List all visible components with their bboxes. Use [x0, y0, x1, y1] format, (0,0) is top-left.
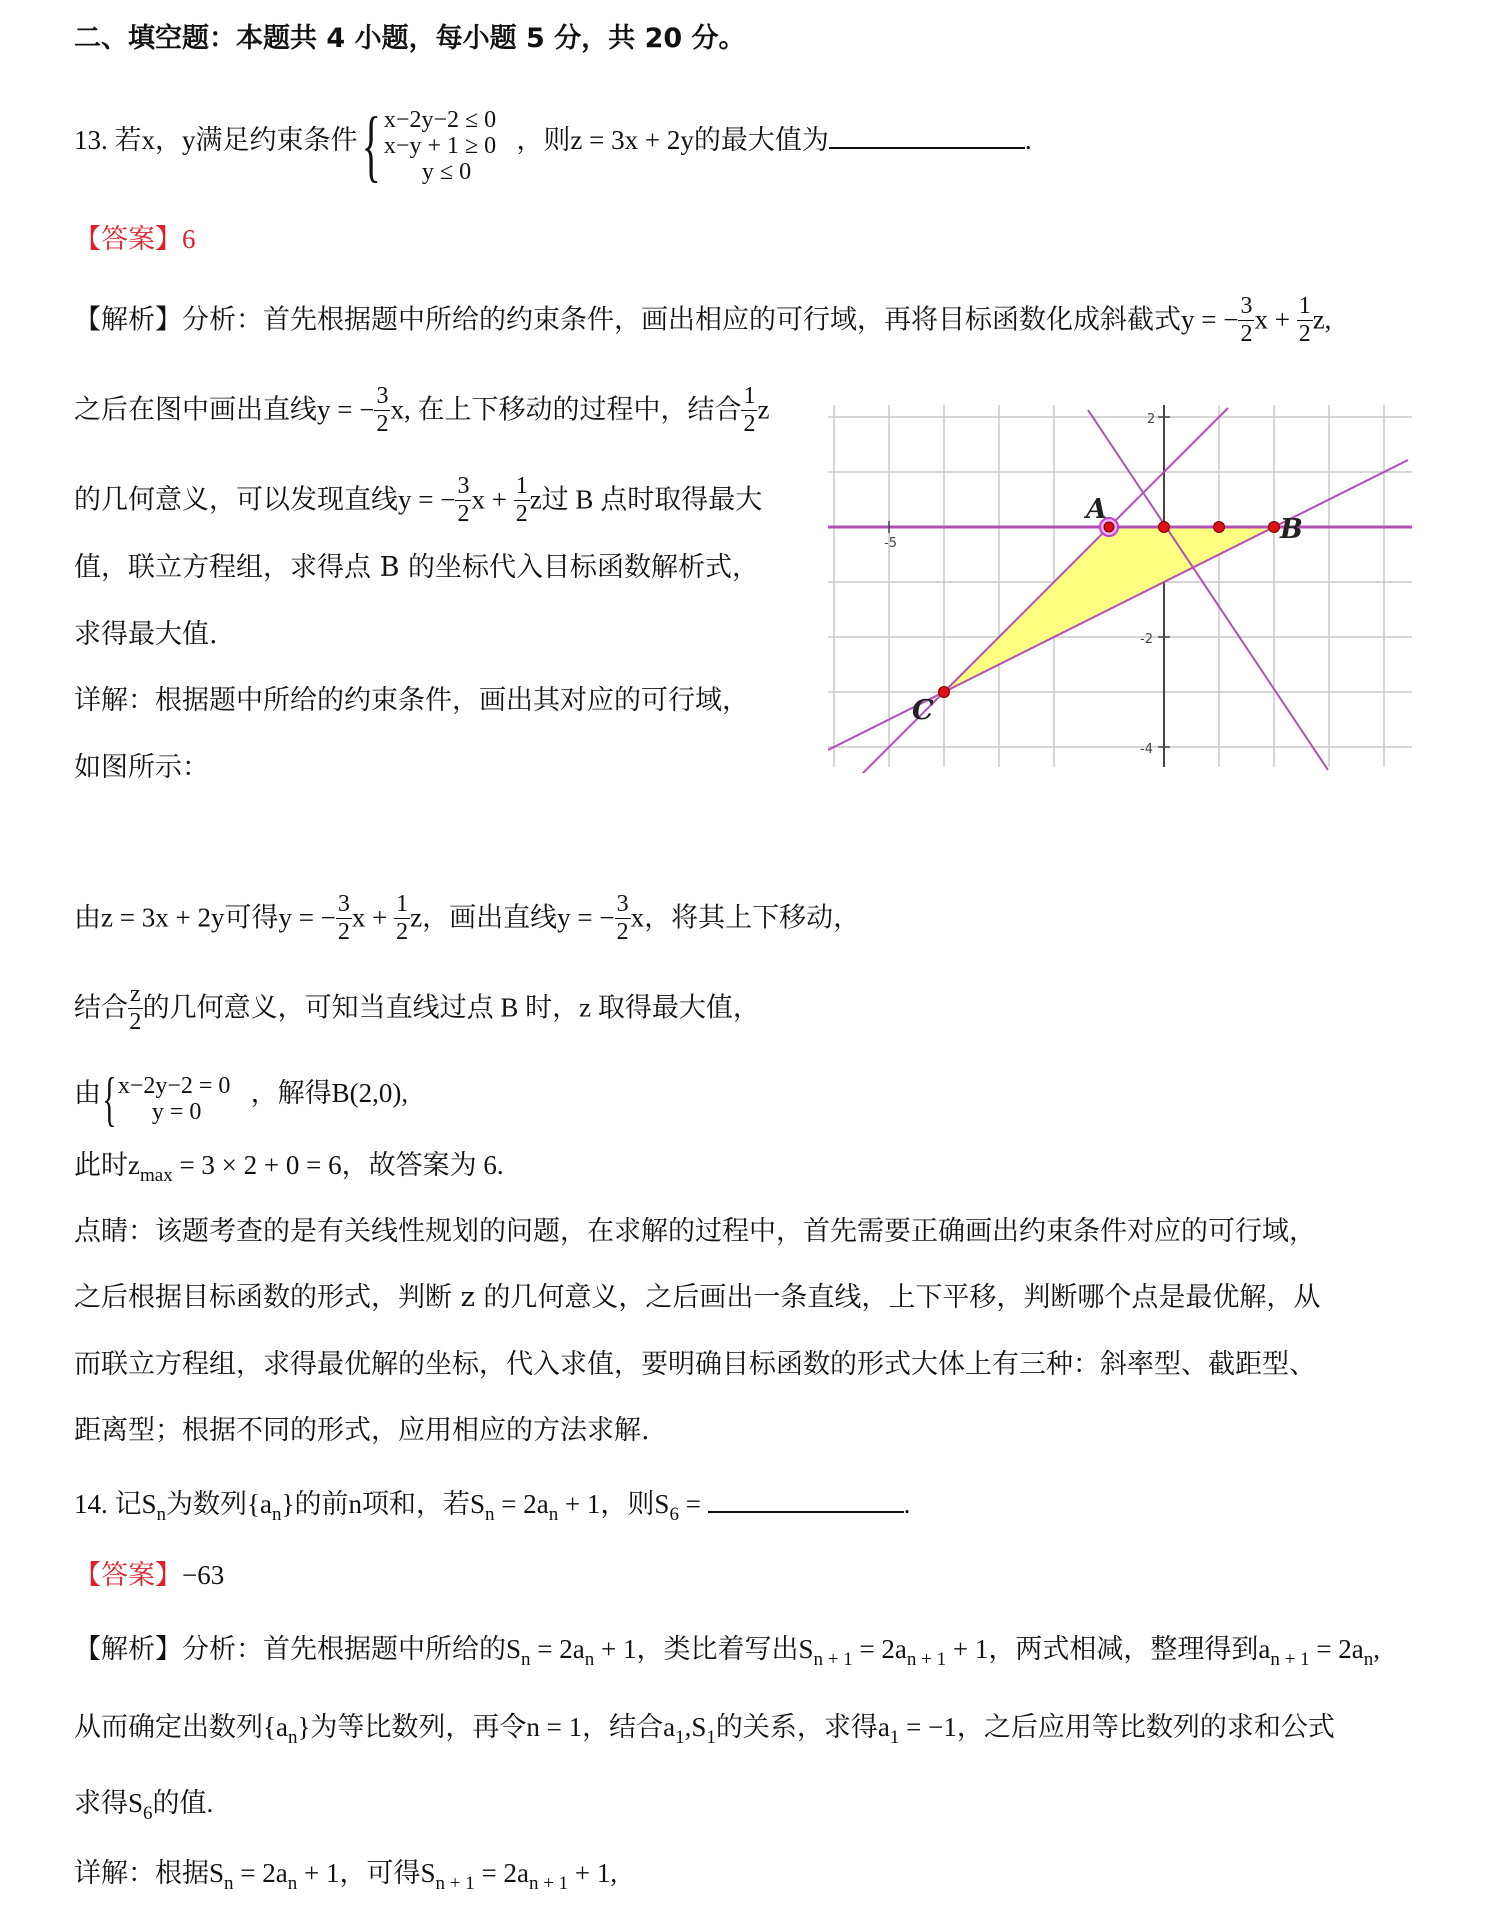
- q13-answer: [74, 222, 196, 257]
- point-c: [939, 687, 950, 698]
- q13-detail-line-4: 结合 $\frac{z}{2}$ 的几何意义，可知当直线过点 B 时，z 取得最大值，: [74, 981, 760, 1035]
- point-1-0: [1214, 522, 1225, 533]
- tick-label-neg5: -5: [884, 536, 897, 551]
- q13-detail-line-1: 详解：根据题中所给的约束条件，画出其对应的可行域，: [74, 685, 749, 716]
- q14-statement: 14. 记$S_n$为数列$\{a_n\}$的前n项和，若$S_n = 2a_n + 1$，则$S_6$ = .: [74, 1489, 911, 1525]
- q13-statement: 13. 若x，y满足约束条件{ x−2y−2 ≤ 0 x−y + 1 ≥ 0 y ≤ 0 ，则z = 3x + 2y的最大值为 .: [74, 95, 1032, 185]
- constraint-3: y ≤ 0: [421, 158, 472, 185]
- tick-label-neg2: -2: [1140, 632, 1153, 647]
- q14-detail-line-1: 详解：根据$S_n = 2a_n + 1$，可得$S_{n + 1} = 2a_{n + 1} + 1$,: [74, 1858, 618, 1894]
- answer-value: 6: [182, 224, 196, 254]
- q14-analysis-line-1: 【解析】分析：首先根据题中所给的$S_n = 2a_n + 1$，类比着写出$S_{n + 1} = 2a_{n + 1} + 1$，两式相减，整理得到$a_{n + 1} = 2a_n$,: [74, 1634, 1381, 1670]
- q13-analysis-line-5: 求得最大值.: [74, 619, 218, 650]
- q13-detail-line-3: 由z = 3x + 2y可得y = − $\frac{3}{2}$ x + $\frac{1}{2}$ z，画出直线y = − $\frac{3}{2}$ x，将其上下移动，: [74, 891, 861, 945]
- label-b: B: [1280, 514, 1303, 545]
- label-a: A: [1086, 494, 1107, 525]
- constraint-1: x−2y−2 ≤ 0: [383, 106, 497, 133]
- q13-analysis-line-2: 之后在图中画出直线y = − $\frac{3}{2}$ x, 在上下移动的过程中，结合 $\frac{1}{2}$ z: [74, 383, 770, 437]
- tick-label-2: 2: [1147, 412, 1156, 427]
- q13-analysis-line-1: 【解析】分析：首先根据题中所给的约束条件，画出相应的可行域，再将目标函数化成斜截式y = − $\frac{3}{2}$ x + $\frac{1}{2}$ z,: [74, 293, 1332, 347]
- remark-line-4: 距离型；根据不同的形式，应用相应的方法求解.: [74, 1415, 650, 1446]
- q14-answer-blank[interactable]: [708, 1487, 904, 1513]
- q14-analysis-line-2: 从而确定出数列$\{a_n\}$为等比数列，再令n = 1，结合$a_1,S_1$的关系，求得$a_1 = -1$，之后应用等比数列的求和公式: [74, 1712, 1335, 1748]
- feasible-region-graph: [828, 405, 1418, 773]
- point-b: [1269, 522, 1280, 533]
- answer-blank[interactable]: [829, 123, 1025, 149]
- q14-analysis-line-3: 求得$S_6$的值.: [74, 1788, 214, 1824]
- constraint-2: x−y + 1 ≥ 0: [383, 132, 497, 159]
- label-c: C: [912, 695, 934, 726]
- remark-line-3: 而联立方程组，求得最优解的坐标，代入求值，要明确目标函数的形式大体上有三种：斜率型、截距型、: [74, 1349, 1316, 1380]
- tick-label-neg4: -4: [1140, 742, 1153, 757]
- q13-detail-line-5: 由{ x−2y−2 = 0 y = 0 ，解得B(2,0),: [74, 1065, 409, 1132]
- constraint-system: { x−2y−2 ≤ 0 x−y + 1 ≥ 0 y ≤ 0: [361, 101, 497, 190]
- remark-line-2: 之后根据目标函数的形式，判断 z 的几何意义，之后画出一条直线，上下平移，判断哪个点是最优解，从: [74, 1282, 1321, 1313]
- q13-detail-line-2: 如图所示：: [74, 752, 209, 783]
- answer-label: 【答案】: [74, 224, 182, 255]
- remark-line-1: 点睛：该题考查的是有关线性规划的问题，在求解的过程中，首先需要正确画出约束条件对应的可行域，: [74, 1216, 1316, 1247]
- equation-1: x−2y−2 = 0: [117, 1072, 231, 1099]
- q13-analysis-line-3: 的几何意义，可以发现直线y = − $\frac{3}{2}$ x + $\frac{1}{2}$ z过 B 点时取得最大: [74, 473, 763, 527]
- q14-answer: 【答案】−63: [74, 1560, 225, 1591]
- q13-detail-line-6: 此时$z_{max} = 3 \times 2 + 0 = 6$，故答案为 6.: [74, 1150, 504, 1186]
- equation-2: y = 0: [151, 1098, 202, 1125]
- point-origin: [1159, 522, 1170, 533]
- section-header: 二、填空题：本题共 4 小题，每小题 5 分，共 20 分。: [74, 23, 746, 54]
- q13-analysis-line-4: 值，联立方程组，求得点 B 的坐标代入目标函数解析式，: [74, 552, 760, 583]
